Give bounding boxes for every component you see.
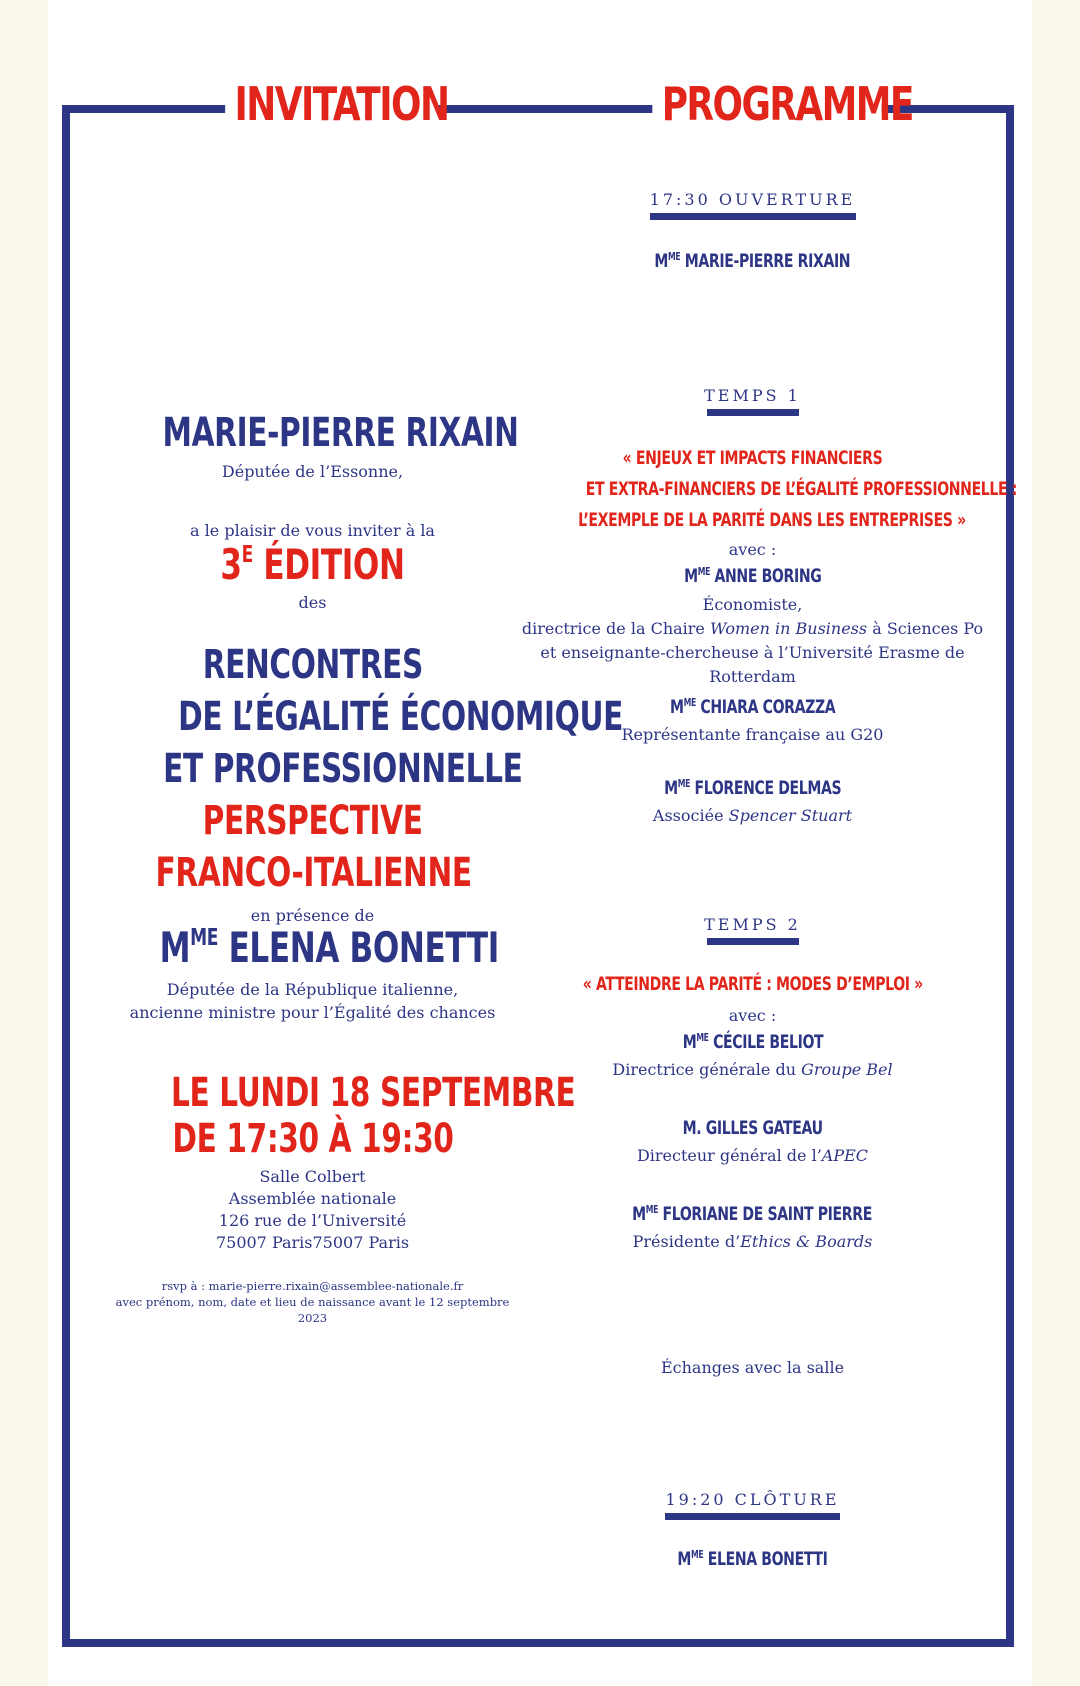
temps1-theme: [510, 443, 1018, 536]
temps1-divider: [707, 409, 799, 416]
guest-prefix: M: [159, 923, 191, 972]
role-text: à Sciences Po: [867, 619, 984, 638]
event-title-line: RENCONTRES: [202, 642, 423, 688]
guest-role-1: Députée de la République italienne,: [166, 980, 459, 999]
speaker-name: FLORIANE DE SAINT PIERRE: [662, 1203, 873, 1225]
programme-heading: PROGRAMME: [652, 70, 881, 138]
venue-address: [100, 1166, 525, 1254]
avec-label-2: avec :: [728, 1006, 777, 1025]
role-line: Économiste,: [702, 595, 803, 614]
speaker-cecile-beliot-role: [510, 1060, 995, 1079]
speaker-florence-delmas: $M^{ME}$ FLORENCE DELMAS: [663, 777, 842, 799]
guest-name-text: ELENA BONETTI: [228, 923, 499, 972]
opening-label: 17:30 OUVERTURE: [649, 190, 856, 209]
temps2-section: [510, 915, 995, 945]
event-title-line: DE L’ÉGALITÉ ÉCONOMIQUE: [178, 694, 623, 740]
rsvp-block: [100, 1278, 525, 1326]
speaker-prefix-sup: ME: [691, 1549, 704, 1562]
role-line: [510, 617, 995, 641]
speaker-cecile-beliot: $M^{ME}$ CÉCILE BELIOT: [682, 1031, 823, 1053]
edition-number: 3: [220, 540, 242, 589]
theme-line: ET EXTRA-FINANCIERS DE L’ÉGALITÉ PROFESSIONNELLE :: [585, 478, 1018, 500]
speaker-name: CÉCILE BELIOT: [712, 1031, 823, 1053]
temps1-section: [510, 386, 995, 416]
role-italic: Groupe Bel: [801, 1060, 893, 1079]
role-italic: APEC: [821, 1146, 869, 1165]
exchanges-text: Échanges avec la salle: [660, 1358, 845, 1377]
speaker-name: CHIARA CORAZZA: [700, 696, 836, 718]
edition-word: ÉDITION: [263, 540, 405, 589]
speaker-anne-boring: $M^{ME}$ ANNE BORING: [683, 565, 822, 587]
closing-divider: [665, 1513, 840, 1520]
temps2-divider: [707, 938, 799, 945]
event-title-line: ET PROFESSIONNELLE: [163, 746, 523, 792]
role-text: Présidente d’: [632, 1232, 741, 1251]
temps2-label: TEMPS 2: [704, 915, 801, 934]
temps2-theme: « ATTEINDRE LA PARITÉ : MODES D’EMPLOI »: [582, 973, 923, 995]
opening-divider: [650, 213, 856, 220]
theme-line: L’EXEMPLE DE LA PARITÉ DANS LES ENTREPRISES »: [578, 509, 966, 531]
guest-prefix-sup: ME: [190, 925, 219, 952]
speaker-name: FLORENCE DELMAS: [694, 777, 842, 799]
closing-section: [510, 1490, 995, 1520]
theme-line: « ENJEUX ET IMPACTS FINANCIERS: [622, 447, 883, 469]
event-time: DE 17:30 À 19:30: [171, 1116, 454, 1162]
opening-speaker: [655, 250, 851, 272]
invite-text: a le plaisir de vous inviter à la: [190, 521, 435, 540]
guest-name: [160, 923, 499, 972]
speaker-florence-delmas-role: [510, 806, 995, 825]
invitation-heading: INVITATION: [225, 70, 439, 138]
speaker-name: ANNE BORING: [714, 565, 822, 587]
closing-speaker: [677, 1548, 827, 1570]
speaker-gilles-gateau-role: [510, 1146, 995, 1165]
edition-superscript: E: [241, 542, 253, 569]
closing-label: 19:20 CLÔTURE: [665, 1490, 840, 1509]
speaker-name: ELENA BONETTI: [707, 1548, 828, 1570]
opening-section: [510, 190, 995, 220]
venue-line: Salle Colbert: [259, 1167, 366, 1186]
role-text: directrice de la Chaire: [521, 619, 710, 638]
speaker-name: MARIE-PIERRE RIXAIN: [684, 250, 851, 272]
role-text: Directrice générale du: [612, 1060, 802, 1079]
role-italic: Spencer Stuart: [728, 806, 853, 825]
host-role: Députée de l’Essonne,: [221, 462, 404, 481]
role-text: Associée: [652, 806, 729, 825]
speaker-floriane-de-saint-pierre: $M^{ME}$ FLORIANE DE SAINT PIERRE: [632, 1203, 873, 1225]
rsvp-details-line: avec prénom, nom, date et lieu de naissance avant le 12 septembre 2023: [115, 1295, 510, 1325]
role-line: et enseignante-chercheuse à l’Université Erasme de Rotterdam: [540, 643, 965, 686]
des-text: des: [298, 593, 327, 612]
speaker-gilles-gateau: M. GILLES GATEAU: [682, 1117, 823, 1139]
event-title: [100, 642, 623, 903]
temps1-label: TEMPS 1: [704, 386, 801, 405]
speaker-chiara-corazza-role: Représentante française au G20: [621, 725, 884, 744]
role-italic: Ethics & Boards: [740, 1232, 873, 1251]
speaker-floriane-de-saint-pierre-role: [510, 1232, 995, 1251]
venue-line: 75007 Paris75007 Paris: [215, 1233, 410, 1252]
edition-title: [220, 540, 404, 589]
speaker-chiara-corazza: $M^{ME}$ CHIARA CORAZZA: [669, 696, 836, 718]
event-subtitle-line: FRANCO-ITALIENNE: [155, 850, 472, 896]
venue-line: 126 rue de l’Université: [218, 1211, 407, 1230]
speaker-prefix: M: [654, 250, 669, 272]
rsvp-email-line: rsvp à : marie-pierre.rixain@assemblee-nationale.fr: [161, 1279, 464, 1293]
event-date: LE LUNDI 18 SEPTEMBRE: [171, 1070, 576, 1116]
event-subtitle-line: PERSPECTIVE: [202, 798, 423, 844]
host-name: MARIE-PIERRE RIXAIN: [162, 410, 519, 456]
role-italic: Women in Business: [709, 619, 868, 638]
speaker-anne-boring-role: [510, 593, 995, 689]
speaker-prefix: M: [677, 1548, 692, 1570]
speaker-prefix-sup: ME: [668, 251, 681, 264]
venue-line: Assemblée nationale: [228, 1189, 397, 1208]
avec-label-1: avec :: [728, 540, 777, 559]
role-text: Directeur général de l’: [636, 1146, 822, 1165]
guest-role-2: ancienne ministre pour l’Égalité des chances: [129, 1003, 496, 1022]
presence-text: en présence de: [250, 906, 375, 925]
